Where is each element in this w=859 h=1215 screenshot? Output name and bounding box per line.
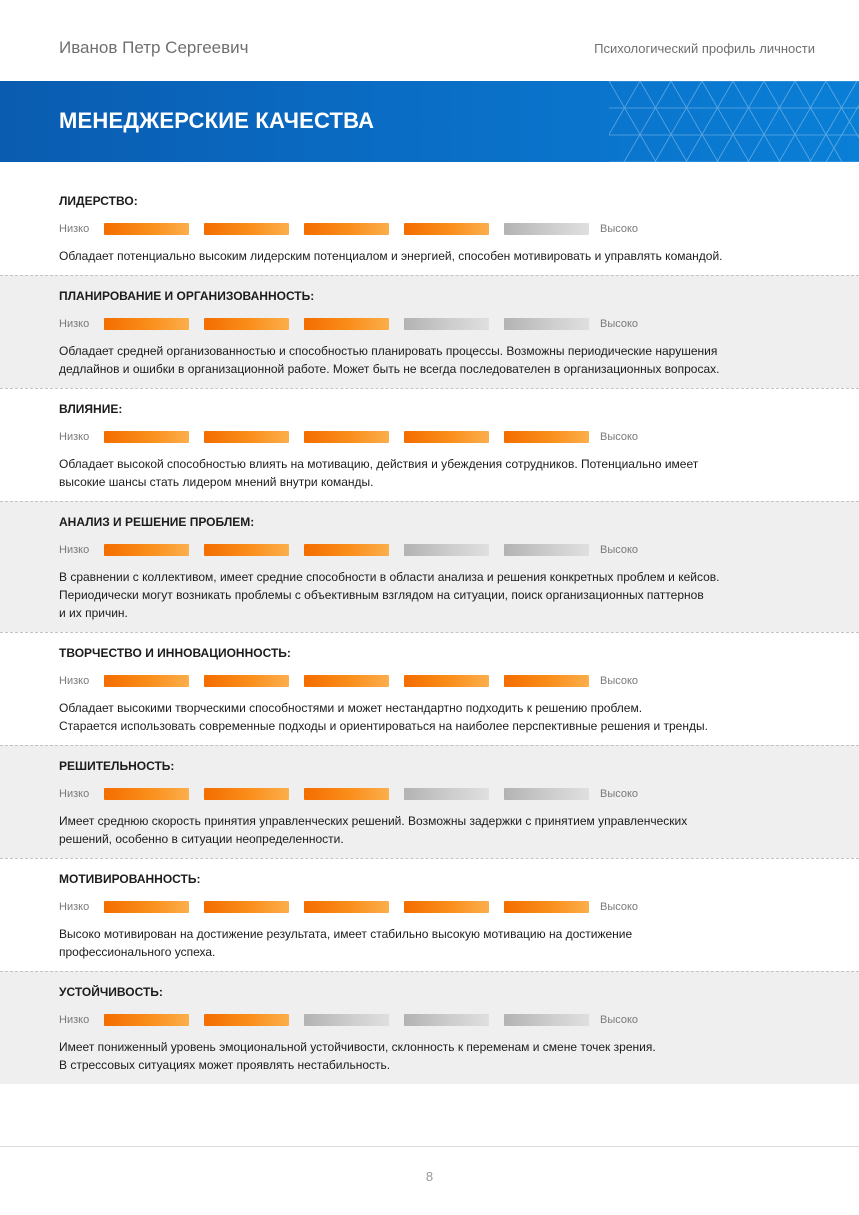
scale-low-label: Низко xyxy=(59,1014,90,1026)
quality-title: УСТОЙЧИВОСТЬ: xyxy=(59,985,163,999)
person-name: Иванов Петр Сергеевич xyxy=(59,38,249,57)
scale-high-label: Высоко xyxy=(600,901,639,913)
rating-bar-filled xyxy=(204,1014,289,1026)
rating-scale xyxy=(59,429,799,445)
rating-bar-filled xyxy=(204,431,289,443)
rating-bar-empty xyxy=(504,223,589,235)
rating-bar-filled xyxy=(404,431,489,443)
page-number: 8 xyxy=(425,1169,434,1184)
rating-bar-filled xyxy=(104,318,189,330)
rating-bar-filled xyxy=(304,901,389,913)
rating-bar-filled xyxy=(104,788,189,800)
rating-bar-filled xyxy=(104,223,189,235)
scale-high-label: Высоко xyxy=(600,788,639,800)
rating-bar-filled xyxy=(104,544,189,556)
rating-bar-filled xyxy=(304,675,389,687)
quality-title: МОТИВИРОВАННОСТЬ: xyxy=(59,872,201,886)
quality-description: Высоко мотивирован на достижение результата, имеет стабильно высокую мотивацию на достижение профессионального успеха. xyxy=(59,927,633,959)
section-banner xyxy=(0,81,859,162)
rating-bar-filled xyxy=(304,431,389,443)
quality-description: В сравнении с коллективом, имеет средние способности в области анализа и решения конкретных проблем и кейсов. Периодически могут возникать проблемы с объективным взглядом на ситуации, поиск организационных паттернов и их причин. xyxy=(59,570,720,620)
rating-bar-filled xyxy=(304,318,389,330)
scale-low-label: Низко xyxy=(59,901,90,913)
page-header xyxy=(0,0,859,81)
quality-block xyxy=(0,971,859,1084)
rating-bar-empty xyxy=(504,544,589,556)
rating-bars xyxy=(104,675,589,687)
rating-bar-filled xyxy=(404,223,489,235)
quality-block xyxy=(0,181,859,275)
rating-bars xyxy=(104,901,589,913)
quality-title: РЕШИТЕЛЬНОСТЬ: xyxy=(59,759,175,773)
quality-title: ПЛАНИРОВАНИЕ И ОРГАНИЗОВАННОСТЬ: xyxy=(59,289,315,303)
quality-description: Имеет пониженный уровень эмоциональной устойчивости, склонность к переменам и смене точек зрения. В стрессовых ситуациях может проявлять нестабильность. xyxy=(59,1040,656,1072)
scale-high-label: Высоко xyxy=(600,318,639,330)
footer-divider xyxy=(0,1146,859,1147)
quality-block xyxy=(0,745,859,858)
rating-bar-filled xyxy=(304,223,389,235)
quality-block xyxy=(0,858,859,971)
rating-bar-filled xyxy=(204,223,289,235)
rating-bar-empty xyxy=(504,1014,589,1026)
rating-bars xyxy=(104,223,589,235)
rating-bars xyxy=(104,544,589,556)
quality-title: ВЛИЯНИЕ: xyxy=(59,402,123,416)
scale-low-label: Низко xyxy=(59,318,90,330)
rating-bar-empty xyxy=(404,1014,489,1026)
rating-bar-empty xyxy=(404,788,489,800)
scale-low-label: Низко xyxy=(59,675,90,687)
rating-bar-empty xyxy=(504,318,589,330)
rating-bar-empty xyxy=(304,1014,389,1026)
rating-bar-filled xyxy=(304,788,389,800)
rating-scale xyxy=(59,542,799,558)
scale-low-label: Низко xyxy=(59,788,90,800)
rating-bar-filled xyxy=(304,544,389,556)
rating-bar-filled xyxy=(204,318,289,330)
rating-scale xyxy=(59,1012,799,1028)
scale-low-label: Низко xyxy=(59,544,90,556)
rating-bar-filled xyxy=(104,901,189,913)
rating-bar-filled xyxy=(404,901,489,913)
scale-high-label: Высоко xyxy=(600,1014,639,1026)
quality-block xyxy=(0,632,859,745)
rating-bar-filled xyxy=(204,544,289,556)
quality-description: Обладает высокой способностью влиять на мотивацию, действия и убеждения сотрудников. Потенциально имеет высокие шансы стать лидером мнений внутри команды. xyxy=(59,457,699,489)
quality-description: Обладает потенциально высоким лидерским потенциалом и энергией, способен мотивировать и управлять командой. xyxy=(59,249,723,263)
rating-bar-filled xyxy=(104,1014,189,1026)
quality-title: ТВОРЧЕСТВО И ИННОВАЦИОННОСТЬ: xyxy=(59,646,291,660)
rating-bar-filled xyxy=(504,901,589,913)
scale-low-label: Низко xyxy=(59,223,90,235)
rating-bars xyxy=(104,1014,589,1026)
quality-block xyxy=(0,388,859,501)
rating-bar-empty xyxy=(504,788,589,800)
rating-bar-filled xyxy=(404,675,489,687)
scale-high-label: Высоко xyxy=(600,223,639,235)
quality-description: Обладает средней организованностью и способностью планировать процессы. Возможны периодические нарушения дедлайнов и ошибки в организационной работе. Может быть не всегда последователен в организационных вопросах. xyxy=(59,344,720,376)
document-title: Психологический профиль личности xyxy=(594,41,815,56)
rating-bar-empty xyxy=(404,318,489,330)
rating-scale xyxy=(59,899,799,915)
quality-block xyxy=(0,501,859,632)
rating-bar-filled xyxy=(504,431,589,443)
rating-scale xyxy=(59,316,799,332)
quality-title: ЛИДЕРСТВО: xyxy=(59,194,138,208)
rating-scale xyxy=(59,786,799,802)
scale-high-label: Высоко xyxy=(600,431,639,443)
rating-bar-filled xyxy=(204,675,289,687)
qualities-list xyxy=(0,181,859,1084)
quality-description: Имеет среднюю скорость принятия управленческих решений. Возможны задержки с принятием управленческих решений, особенно в ситуации неопределенности. xyxy=(59,814,688,846)
triangle-pattern-decoration xyxy=(609,81,859,162)
rating-bar-filled xyxy=(104,431,189,443)
section-title: МЕНЕДЖЕРСКИЕ КАЧЕСТВА xyxy=(59,108,375,133)
rating-bar-filled xyxy=(204,788,289,800)
quality-block xyxy=(0,275,859,388)
rating-bars xyxy=(104,788,589,800)
quality-title: АНАЛИЗ И РЕШЕНИЕ ПРОБЛЕМ: xyxy=(59,515,255,529)
scale-low-label: Низко xyxy=(59,431,90,443)
rating-bars xyxy=(104,431,589,443)
rating-bar-filled xyxy=(104,675,189,687)
rating-scale xyxy=(59,673,799,689)
scale-high-label: Высоко xyxy=(600,544,639,556)
rating-scale xyxy=(59,221,799,237)
rating-bar-empty xyxy=(404,544,489,556)
scale-high-label: Высоко xyxy=(600,675,639,687)
quality-description: Обладает высокими творческими способностями и может нестандартно подходить к решению проблем. Старается использовать современные подходы и ориентироваться на наиболее перспективные решения и тренды. xyxy=(59,701,708,733)
rating-bar-filled xyxy=(204,901,289,913)
rating-bars xyxy=(104,318,589,330)
rating-bar-filled xyxy=(504,675,589,687)
